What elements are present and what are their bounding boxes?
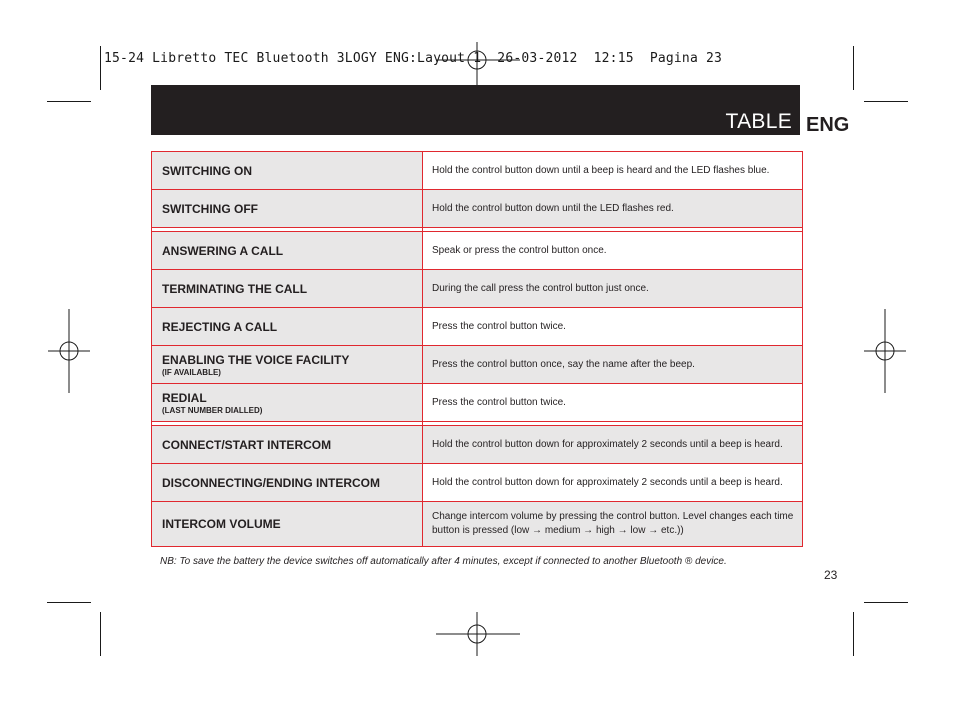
language-label: ENG xyxy=(806,114,850,136)
function-cell xyxy=(152,152,423,190)
table-row xyxy=(152,502,803,547)
description-cell: Press the control button once, say the name after the beep. xyxy=(423,346,803,384)
function-sublabel: (LAST NUMBER DIALLED) xyxy=(162,405,263,415)
page-title: TABLE xyxy=(725,110,792,133)
crop-mark xyxy=(47,602,91,603)
table-row xyxy=(152,426,803,464)
function-label: REDIAL xyxy=(162,390,207,405)
page-number: 23 xyxy=(824,568,838,582)
table-row xyxy=(152,464,803,502)
crop-mark xyxy=(864,602,908,603)
description-cell: Hold the control button down until a beep is heard and the LED flashes blue. xyxy=(423,152,803,190)
function-cell xyxy=(152,232,423,270)
function-cell xyxy=(152,270,423,308)
registration-mark-icon xyxy=(434,610,522,658)
table-row xyxy=(152,152,803,190)
print-slug: 15-24 Libretto TEC Bluetooth 3LOGY ENG:Layout 1 26-03-2012 12:15 Pagina 23 xyxy=(104,51,723,66)
crop-mark xyxy=(100,46,101,90)
registration-mark-icon xyxy=(862,307,908,395)
crop-mark xyxy=(47,101,91,102)
description-cell: Change intercom volume by pressing the control button. Level changes each time button is pressed (low → medium → high → low → etc.)) xyxy=(423,502,803,547)
function-label: ENABLING THE VOICE FACILITY xyxy=(162,352,350,367)
function-label: INTERCOM VOLUME xyxy=(162,517,281,531)
functions-table xyxy=(151,151,803,547)
table-row xyxy=(152,232,803,270)
crop-mark xyxy=(100,612,101,656)
table-row xyxy=(152,190,803,228)
function-cell xyxy=(152,384,423,422)
footnote: NB: To save the battery the device switches off automatically after 4 minutes, except if connected to another Bluetooth ® device. xyxy=(160,556,727,567)
crop-mark xyxy=(864,101,908,102)
description-cell: Speak or press the control button once. xyxy=(423,232,803,270)
function-label: SWITCHING OFF xyxy=(162,201,258,216)
crop-mark xyxy=(853,46,854,90)
table-row xyxy=(152,346,803,384)
registration-mark-icon xyxy=(46,307,92,395)
table-row xyxy=(152,384,803,422)
function-label: DISCONNECTING/ENDING INTERCOM xyxy=(162,475,381,490)
description-cell: Hold the control button down for approximately 2 seconds until a beep is heard. xyxy=(423,464,803,502)
function-label: ANSWERING A CALL xyxy=(162,243,284,258)
function-label: SWITCHING ON xyxy=(162,163,252,178)
function-cell xyxy=(152,308,423,346)
description-cell: Press the control button twice. xyxy=(423,384,803,422)
function-label: CONNECT/START INTERCOM xyxy=(162,437,332,452)
function-cell xyxy=(152,426,423,464)
function-cell xyxy=(152,190,423,228)
function-sublabel: (IF AVAILABLE) xyxy=(162,367,221,377)
description-cell: Press the control button twice. xyxy=(423,308,803,346)
table-row xyxy=(152,270,803,308)
table-row xyxy=(152,308,803,346)
description-cell: During the call press the control button just once. xyxy=(423,270,803,308)
description-cell: Hold the control button down until the LED flashes red. xyxy=(423,190,803,228)
function-label: TERMINATING THE CALL xyxy=(162,281,308,296)
function-cell xyxy=(152,502,423,547)
function-label: REJECTING A CALL xyxy=(162,319,278,334)
function-cell xyxy=(152,464,423,502)
header-bar xyxy=(151,85,800,135)
function-cell xyxy=(152,346,423,384)
description-cell: Hold the control button down for approximately 2 seconds until a beep is heard. xyxy=(423,426,803,464)
crop-mark xyxy=(853,612,854,656)
